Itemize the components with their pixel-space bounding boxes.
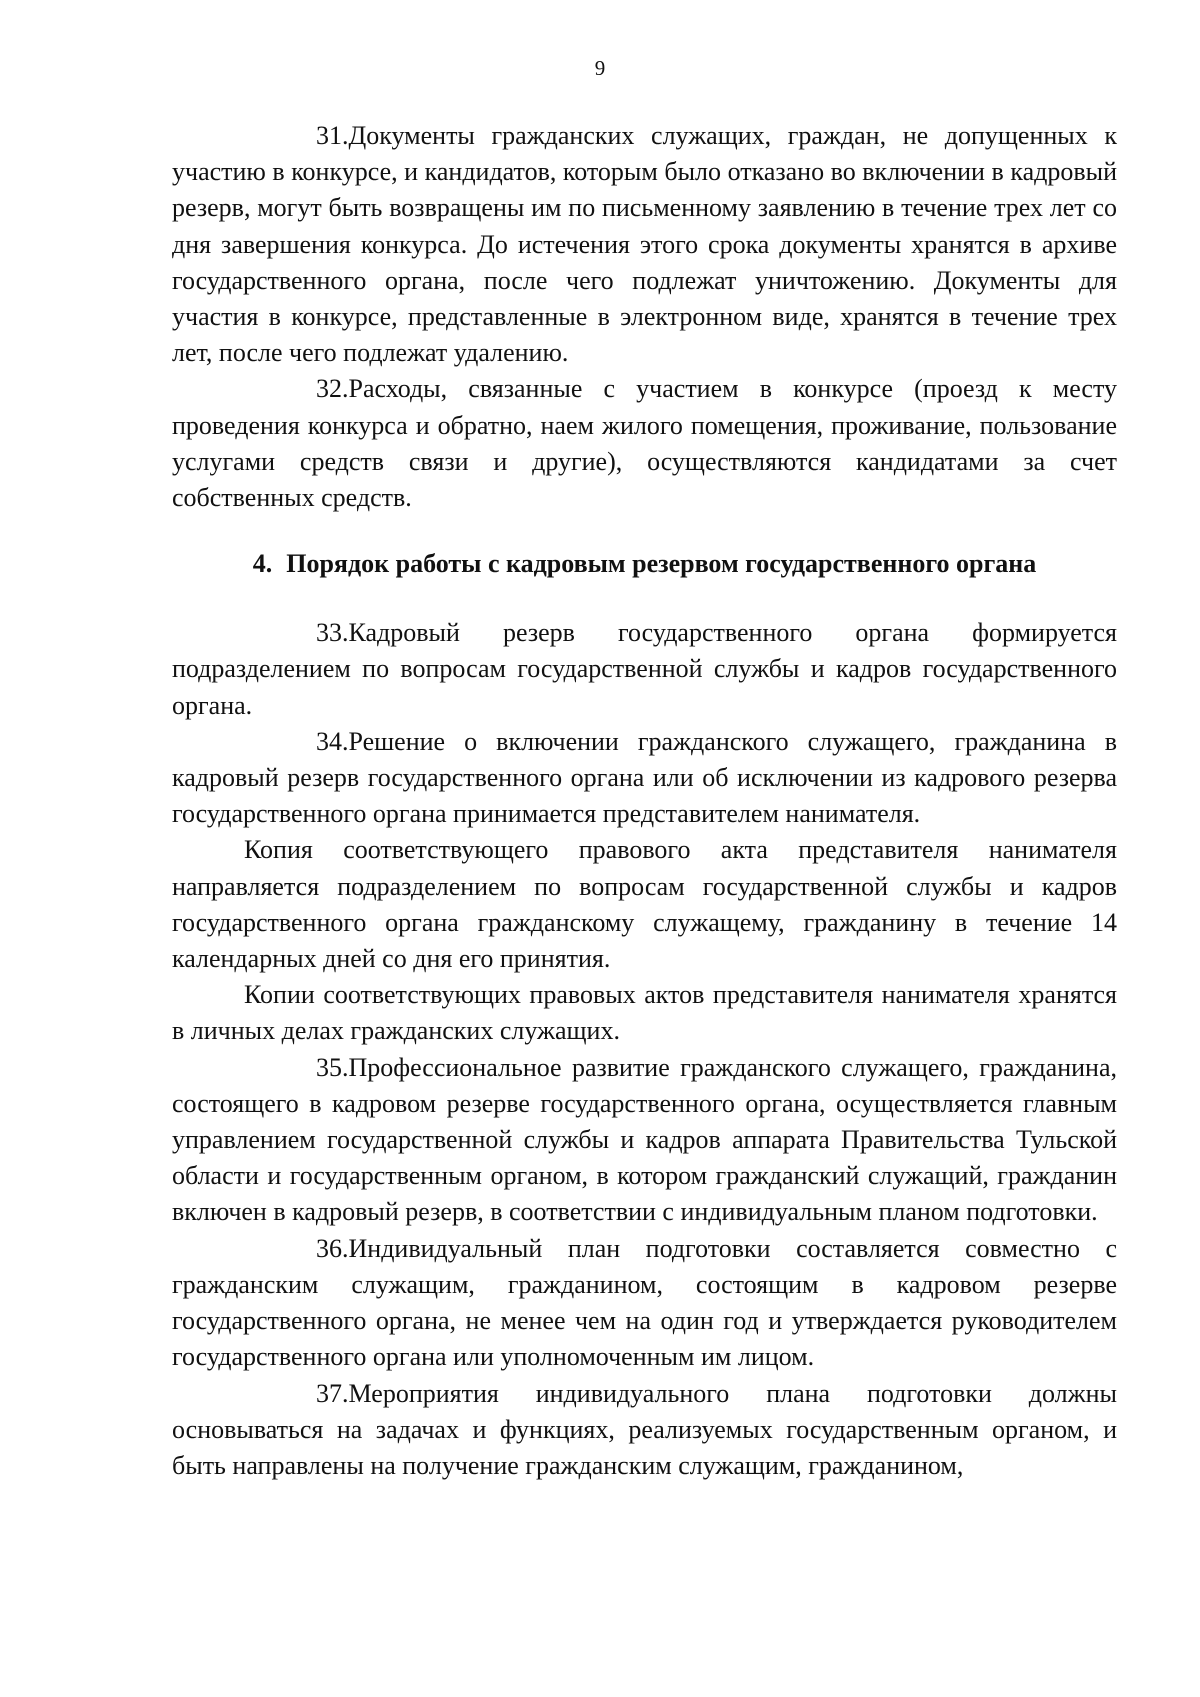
paragraph-31 bbox=[172, 118, 1117, 371]
paragraph-36 bbox=[172, 1231, 1117, 1376]
paragraph-text: Копии соответствующих правовых актов представителя нанимателя хранятся в личных делах гражданских служащих. bbox=[172, 980, 1117, 1046]
paragraph-text: Индивидуальный план подготовки составляется совместно с гражданским служащим, гражданином, состоящим в кадровом резерве государственного органа, не менее чем на один год и утверждается руководителем государственного органа или уполномоченным им лицом. bbox=[172, 1233, 1117, 1372]
paragraph-number: 34. bbox=[316, 726, 349, 756]
paragraph-34-copy bbox=[172, 832, 1117, 977]
paragraph-number: 35. bbox=[316, 1052, 349, 1082]
paragraph-number: 36. bbox=[316, 1233, 349, 1263]
section-heading bbox=[172, 546, 1117, 582]
paragraph-number: 31. bbox=[316, 121, 349, 150]
paragraph-text: Расходы, связанные с участием в конкурсе (проезд к месту проведения конкурса и обратно, наем жилого помещения, проживание, пользование услугами средств связи и другие), осуществляются кандидатами за счет собственных средств. bbox=[172, 374, 1117, 513]
paragraph-text: Профессиональное развитие гражданского служащего, гражданина, состоящего в кадровом резерве государственного органа, осуществляется главным управлением государственной службы и кадров аппарата Правительства Тульской области и государственным органом, в котором гражданский служащий, гражданин включен в кадровый резерв, в соответствии с индивидуальным планом подготовки. bbox=[172, 1052, 1117, 1227]
paragraph-text: Кадровый резерв государственного органа формируется подразделением по вопросам государственной службы и кадров государственного органа. bbox=[172, 618, 1117, 720]
section-number: 4. bbox=[252, 549, 273, 579]
paragraph-37 bbox=[172, 1376, 1117, 1485]
paragraph-32 bbox=[172, 371, 1117, 516]
paragraph-33 bbox=[172, 615, 1117, 724]
document-body bbox=[172, 118, 1117, 1484]
paragraph-35 bbox=[172, 1050, 1117, 1231]
page-number: 9 bbox=[594, 56, 606, 80]
paragraph-text: Копия соответствующего правового акта представителя нанимателя направляется подразделением по вопросам государственной службы и кадров государственного органа гражданскому служащему, гражданину в течение 14 календарных дней со дня его принятия. bbox=[172, 835, 1117, 974]
paragraph-number: 32. bbox=[316, 374, 349, 404]
paragraph-text: Мероприятия индивидуального плана подготовки должны основываться на задачах и функциях, реализуемых государственным органом, и быть направлены на получение гражданским служащим, гражданином, bbox=[172, 1378, 1117, 1480]
paragraph-text: Решение о включении гражданского служащего, гражданина в кадровый резерв государственного органа или об исключении из кадрового резерва государственного органа принимается представителем нанимателя. bbox=[172, 726, 1117, 829]
paragraph-number: 37. bbox=[316, 1378, 349, 1408]
paragraph-34-storage bbox=[172, 977, 1117, 1049]
paragraph-text: Документы гражданских служащих, граждан, не допущенных к участию в конкурсе, и кандидатов, которым было отказано во включении в кадровый резерв, могут быть возвращены им по письменному заявлению в течение трех лет со дня завершения конкурса. До истечения этого срока документы хранятся в архиве государственного органа, после чего подлежат уничтожению. Документы для участия в конкурсе, представленные в электронном виде, хранятся в течение трех лет, после чего подлежат удалению. bbox=[172, 121, 1117, 368]
paragraph-number: 33. bbox=[316, 618, 349, 648]
section-title: Порядок работы с кадровым резервом государственного органа bbox=[286, 549, 1037, 579]
paragraph-34 bbox=[172, 724, 1117, 833]
